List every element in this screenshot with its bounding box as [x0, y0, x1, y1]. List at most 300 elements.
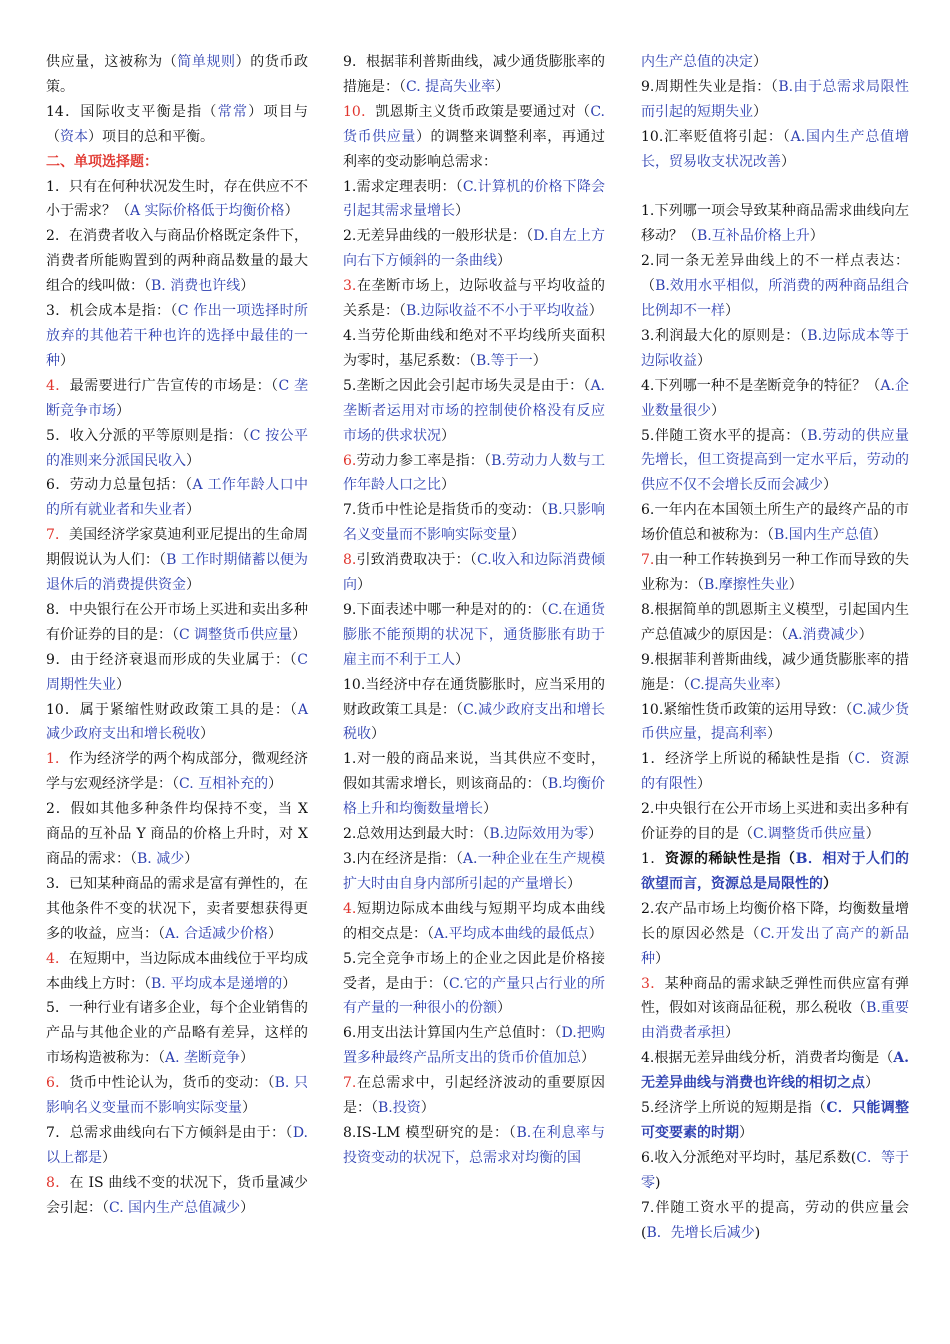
question-text-tail: ）: [240, 1199, 255, 1216]
question-item: [46, 1121, 308, 1171]
answer-text: B.由于总需求局限性而引起的短期失业: [641, 78, 910, 120]
question-number: 1．: [641, 850, 665, 867]
question-item: [641, 249, 909, 324]
answer-text: B. 只影响名义变量而不影响实际变量: [46, 1075, 308, 1117]
question-text: 垄断之因此会引起市场失灵是由于：（: [356, 377, 591, 394]
question-text-tail: ）: [371, 726, 385, 743]
question-text-tail: ）: [102, 1149, 116, 1166]
answer-text: C.开发出了高产的新品种: [641, 925, 909, 967]
question-number: 2．: [46, 228, 70, 245]
question-number: 5.: [343, 377, 357, 394]
question-number: 9.: [343, 601, 357, 618]
question-number: 1.: [343, 178, 357, 195]
answer-text: C. 提高失业率: [406, 78, 496, 95]
answer-text: B.边际收益不不小于平均收益: [406, 303, 589, 320]
question-text: 某种商品的需求缺乏弹性而供应富有弹性，假如对该商品征税，那么税收（: [641, 975, 909, 1017]
question-item: [641, 747, 909, 797]
question-item: [641, 498, 909, 548]
question-item: [641, 75, 909, 125]
question-number: 4.: [641, 1050, 655, 1067]
question-item: [641, 199, 909, 249]
question-text-tail: ）项目的总和平衡。: [88, 128, 214, 145]
question-text-tail: ）: [823, 875, 837, 892]
question-text-tail: ）: [781, 153, 795, 170]
question-number: 6.: [343, 452, 357, 469]
question-text-tail: ）: [497, 253, 511, 270]
question-text-tail: ）: [865, 1075, 879, 1092]
column-right: [641, 50, 909, 1245]
answer-text: C．资源的有限性: [641, 751, 909, 793]
question-text: 属于紧缩性财政政策工具的是：（: [79, 701, 298, 718]
question-number: 10．: [46, 701, 80, 718]
question-number: 2.: [641, 801, 655, 818]
question-item: [641, 897, 909, 972]
question-text: 由于经济衰退而形成的失业属于：（: [70, 651, 298, 668]
question-number: 10.: [343, 676, 366, 693]
question-text-tail: ）: [511, 527, 525, 544]
question-text: 经济学上所说的短期是指（: [654, 1100, 827, 1117]
question-number: 7.: [641, 552, 655, 569]
question-text-tail: ）: [240, 1050, 255, 1067]
question-number: 6.: [343, 1025, 357, 1042]
question-text-tail: ）: [788, 577, 803, 594]
question-text-tail: ）: [588, 303, 603, 320]
question-text: 根据菲利普斯曲线，减少通货膨胀率的措施是：（: [641, 651, 909, 693]
question-text: 凯恩斯主义货币政策是要通过对（: [375, 103, 591, 120]
question-number: 6.: [641, 1149, 655, 1166]
question-text-tail: ）: [184, 851, 199, 867]
question-text: 用支出法计算国内生产总值时：（: [356, 1025, 562, 1042]
question-text-tail: ）: [697, 352, 711, 369]
answer-text: B. 平均成本是递增的: [151, 975, 283, 992]
answer-text: C.它的产量只占行业的所有产量的一种很小的份额: [343, 975, 606, 1017]
answer-text: A.无差异曲线与消费也许线的相切之点: [641, 1050, 909, 1092]
question-number: 7．: [46, 527, 70, 544]
question-text-tail: ）: [441, 477, 455, 494]
answer-text: C.收入和边际消费倾向: [343, 552, 605, 594]
answer-text: A 工作年龄人口中的所有就业者和失业者: [46, 477, 308, 519]
question-text-tail: ）: [823, 477, 837, 494]
question-text-tail: ）: [495, 78, 510, 95]
answer-text: C 垄断竞争市场: [46, 377, 308, 419]
question-text: 需求定理表明：（: [356, 178, 463, 195]
question-item: [641, 548, 909, 598]
answer-text: C. 互相补充的: [179, 776, 269, 793]
question-number: 5．: [46, 427, 70, 444]
question-number: 8．: [46, 601, 70, 618]
question-number: 3.: [343, 278, 357, 295]
question-number: 7.: [343, 502, 357, 519]
answer-text: B.只影响名义变量而不影响实际变量: [343, 502, 606, 544]
question-number: 8.: [343, 1124, 357, 1141]
question-text: 供应量，这被称为（: [46, 54, 178, 70]
question-number: 10.: [641, 701, 664, 718]
question-text: 根据无差异曲线分析，消费者均衡是（: [654, 1050, 894, 1067]
question-text-tail: ）: [292, 626, 307, 643]
question-text: 伴随工资水平的提高：（: [654, 427, 808, 444]
question-text: 总效用达到最大时：（: [356, 826, 490, 843]
question-text-tail: ）: [858, 626, 873, 643]
answer-text: C．等于零: [641, 1149, 909, 1191]
question-text: 在 IS 曲线不变的状况下，货币量减少会引起：（: [46, 1174, 308, 1216]
question-text: 美国经济学家莫迪利亚尼提出的生命周期假说认为人们：（: [46, 527, 308, 569]
question-number: 6．: [46, 477, 70, 494]
question-text: IS-LM 模型研究的是：（: [356, 1124, 517, 1141]
question-number: 5.: [641, 1100, 655, 1117]
answer-text: D.自左上方向右下方倾斜的一条曲线: [343, 228, 606, 270]
question-item: [343, 1071, 605, 1121]
question-item: [343, 1121, 605, 1171]
answer-text: C.在通货膨胀不能预期的状况下，通货膨胀有助于雇主而不利于工人: [343, 601, 606, 668]
question-text-tail: ）: [441, 427, 455, 444]
answer-text: C. 货币供应量: [343, 103, 605, 145]
answer-text: B.在利息率与投资变动的状况下，总需求对均衡的国: [343, 1124, 605, 1166]
question-text: 利润最大化的原则是：（: [654, 327, 808, 344]
question-text-tail: ): [754, 1224, 761, 1241]
question-number: 5.: [343, 950, 357, 967]
answer-text: A.平均成本曲线的最低点: [434, 925, 589, 942]
question-text-tail: ）: [60, 352, 74, 369]
question-item: [641, 1146, 909, 1196]
question-item: [343, 822, 605, 847]
question-text-tail: ）项目与（: [46, 103, 309, 145]
question-text: 当劳伦斯曲线和绝对不平均线所夹面积为零时，基尼系数：（: [343, 327, 605, 369]
question-item: [46, 50, 308, 100]
question-item: [343, 548, 605, 598]
question-text-tail: ）: [774, 676, 789, 693]
question-item: [641, 50, 909, 75]
question-item: [641, 1096, 909, 1146]
question-text-tail: ）: [711, 402, 725, 419]
question-text: 在总需求中，引起经济波动的重要原因是：（: [343, 1075, 605, 1117]
question-text: 假如其他多种条件均保持不变，当 X 商品的互补品 Y 商品的价格上升时，对 X 商品的需求：（: [46, 801, 308, 867]
question-item: [641, 847, 909, 897]
answer-text: A 实际价格低于均衡价格: [130, 203, 285, 220]
answer-text: B.互补品价格上升: [697, 228, 810, 245]
question-text-tail: ）: [357, 577, 371, 594]
answer-text: C.调整货币供应量: [753, 826, 866, 843]
question-text: 对一般的商品来说，当其供应不变时，假如其需求增长，则该商品的：（: [343, 751, 605, 793]
question-number: 8.: [641, 601, 655, 618]
question-item: [641, 1046, 909, 1096]
question-item: [46, 996, 308, 1071]
question-number: 10.: [641, 128, 664, 145]
question-number: 1.: [641, 203, 655, 220]
question-item: [641, 797, 909, 847]
question-number: 1．: [641, 751, 666, 768]
question-text-tail: ）: [872, 527, 887, 544]
question-item: [343, 897, 605, 947]
question-text: 收入分派的平等原则是指：（: [69, 427, 250, 444]
answer-text: C.提高失业率: [690, 676, 775, 693]
question-item: [46, 648, 308, 698]
answer-text: C.计算机的价格下降会引起其需求量增长: [343, 178, 605, 220]
question-text-tail: ）: [655, 950, 669, 967]
question-item: [641, 1196, 909, 1246]
answer-text: A. 垄断竞争: [165, 1050, 241, 1067]
answer-text: B．先增长后减少: [646, 1224, 755, 1241]
question-text: 劳动力总量包括：（: [69, 477, 193, 494]
question-text-tail: ）: [753, 103, 767, 120]
question-text: 一种行业有诸多企业，每个企业销售的产品与其他企业的产品略有差异，这样的市场构造被称为：（: [46, 1000, 308, 1067]
answer-text: B.摩擦性失业: [704, 577, 789, 594]
question-number: 9．: [343, 54, 367, 70]
question-number: 9.: [641, 651, 655, 668]
question-text-tail: ）: [581, 1050, 595, 1067]
question-number: 1.: [343, 751, 357, 768]
question-item: [343, 100, 605, 175]
question-item: [46, 947, 308, 997]
answer-text: C.减少政府支出和增长税收: [343, 701, 605, 743]
answer-text: B 工作时期储蓄以便为退休后的消费提供资金: [46, 552, 308, 594]
question-text-tail: ）: [268, 776, 283, 793]
question-text-tail: ）: [268, 925, 283, 942]
question-text: 一年内在本国领土所生产的最终产品的市场价值总和被称为：（: [641, 502, 909, 544]
answer-text: 常常: [217, 103, 249, 120]
question-item: [46, 473, 308, 523]
question-text: 由一种工作转换到另一种工作而导致的失业称为：（: [641, 552, 909, 594]
question-text-tail: ）: [739, 1124, 753, 1141]
answer-text: C. 国内生产总值减少: [109, 1199, 241, 1216]
question-number: 7.: [641, 1199, 655, 1216]
question-item: [46, 1171, 308, 1221]
question-text-tail: ）: [697, 776, 711, 793]
question-text-tail: ）: [186, 577, 200, 594]
question-text-tail: ）: [725, 1025, 739, 1042]
question-item: [343, 847, 605, 897]
answer-text: C 周期性失业: [46, 651, 308, 693]
question-number: 5．: [46, 1000, 70, 1017]
question-item: [46, 747, 308, 797]
question-text: 根据菲利普斯曲线，减少通货膨胀率的措施是：（: [343, 54, 605, 95]
question-text: 紧缩性货币政策的运用导致：（: [663, 701, 853, 718]
answer-text: B.投资: [378, 1100, 421, 1117]
question-text: 下面表述中哪一种是对的的：（: [356, 601, 548, 618]
question-text-tail: ）: [242, 1100, 256, 1117]
question-text-tail: ）: [282, 975, 297, 992]
answer-text: C 作出一项选择时所放弃的其他若干种也许的选择中最佳的一种: [46, 303, 308, 369]
question-item: [343, 598, 605, 673]
question-item: [641, 598, 909, 648]
answer-text: A. 合适减少价格: [165, 925, 269, 942]
question-item: [46, 598, 308, 648]
answer-text: A.一种企业在生产规模扩大时由自身内部所引起的产量增长: [343, 851, 606, 892]
question-item: [343, 175, 605, 225]
question-text: 完全竞争市场上的企业之因此是价格接受者，是由于：（: [343, 950, 605, 992]
answer-text: B.国内生产总值: [774, 527, 873, 544]
question-item: [46, 698, 308, 748]
question-text: 农产品市场上均衡价格下降，均衡数量增长的原因必然是（: [641, 900, 909, 942]
answer-text: A.企业数量很少: [641, 377, 910, 419]
question-text-tail: ）: [116, 402, 130, 419]
question-text-tail: ）: [567, 875, 581, 892]
answer-text: B.等于一: [476, 352, 533, 369]
answer-text: B.劳动的供应量先增长，但工资提高到一定水平后，劳动的供应不仅不会增长反而会减少: [641, 427, 909, 494]
question-text: 伴随工资水平的提高，劳动的供应量会(: [641, 1199, 909, 1241]
question-item: [641, 648, 909, 698]
question-text: 无差异曲线的一般形状是：（: [356, 228, 534, 245]
answer-text: 内生产总值的决定: [641, 54, 753, 70]
question-text-tail: ）: [455, 651, 469, 668]
question-text: 短期边际成本曲线与短期平均成本曲线的相交点是：（: [343, 900, 605, 942]
question-number: 3．: [46, 303, 70, 320]
column-middle: [343, 50, 605, 1171]
question-item: [343, 374, 605, 449]
question-text-tail: ）: [532, 352, 547, 369]
question-number: 4.: [343, 900, 357, 917]
question-text-tail: ）: [753, 54, 767, 70]
answer-text: B.效用水平相似，所消费的两种商品组合比例却不一样: [641, 278, 909, 320]
answer-text: B.边际效用为零: [489, 826, 589, 843]
question-text-tail: ）: [420, 1100, 435, 1117]
question-number: 6.: [641, 502, 655, 519]
question-item: [641, 324, 909, 374]
question-text: 当经济中存在通货膨胀时，应当采用的财政政策工具是：（: [343, 676, 605, 718]
question-text: 下列哪一种不是垄断竞争的特征？（: [654, 377, 881, 394]
question-text: 收入分派绝对平均时，基尼系数(: [654, 1149, 857, 1166]
question-item: [641, 424, 909, 499]
question-text-tail: ）: [767, 726, 781, 743]
question-item: [46, 424, 308, 474]
question-number: 2.: [641, 900, 655, 917]
question-text: 同一条无差异曲线上的不一样点表达：（: [641, 253, 909, 295]
answer-text: A.消费减少: [788, 626, 859, 643]
answer-text: B.劳动力人数与工作年龄人口之比: [343, 452, 606, 494]
question-item: [46, 374, 308, 424]
question-item: [641, 374, 909, 424]
question-number: 6．: [46, 1075, 70, 1092]
question-text-tail: ）: [116, 676, 130, 693]
section-heading-text: 二、单项选择题：: [46, 153, 158, 170]
question-item: [46, 797, 308, 872]
question-text: 国际收支平衡是指（: [80, 103, 218, 120]
question-item: [343, 449, 605, 499]
question-number: 3．: [46, 875, 70, 892]
question-text: 作为经济学的两个构成部分，微观经济学与宏观经济学是：（: [46, 751, 308, 793]
question-item: [46, 224, 308, 299]
question-text: 总需求曲线向右下方倾斜是由于：（: [69, 1124, 293, 1141]
question-item: [46, 100, 308, 150]
question-number: 3.: [343, 851, 357, 867]
answer-text: B．相对于人们的欲望而言，资源总是局限性的: [641, 850, 909, 892]
question-text-tail: ）: [186, 452, 200, 469]
question-item: [343, 324, 605, 374]
question-number: 2．: [46, 801, 71, 818]
question-number: 2.: [641, 253, 655, 270]
question-number: 1．: [46, 178, 70, 195]
question-text: 引致消费取决于：（: [356, 552, 478, 569]
blank-line: [641, 175, 909, 200]
question-number: 8.: [343, 552, 357, 569]
question-text: 在消费者收入与商品价格既定条件下，消费者所能购置到的两种商品数量的最大组合的线叫做：（: [46, 228, 308, 295]
question-number: 5.: [641, 427, 655, 444]
answer-text: A 减少政府支出和增长税收: [46, 701, 308, 743]
question-number: 4.: [641, 377, 655, 394]
question-text-tail: ）: [725, 303, 739, 320]
question-number: 3.: [641, 327, 655, 344]
question-number: 4．: [46, 950, 70, 967]
answer-text: D. 以上都是: [46, 1124, 308, 1166]
answer-text: C．只能调整可变要素的时期: [641, 1100, 909, 1141]
question-text-tail: ）: [588, 925, 603, 942]
answer-text: B.均衡价格上升和均衡数量增长: [343, 776, 605, 818]
answer-text: B.边际成本等于边际收益: [641, 327, 909, 369]
question-text: 货币中性论认为，货币的变动：（: [69, 1075, 275, 1092]
question-text: 汇率贬值将引起：（: [663, 128, 791, 145]
question-text-tail: ）: [284, 203, 299, 220]
answer-text: B. 消费也许线: [151, 278, 241, 295]
question-number: 8．: [46, 1174, 70, 1191]
question-number: 2.: [343, 228, 357, 245]
question-number: 1．: [46, 751, 70, 768]
question-text-tail: ）: [200, 726, 214, 743]
column-left: [46, 50, 308, 1221]
question-number: 14．: [46, 103, 81, 120]
question-number: 9．: [46, 651, 71, 668]
answer-text: C 调整货币供应量: [179, 626, 293, 643]
question-number: 4.: [343, 327, 357, 344]
question-text: 中央银行在公开市场上买进和卖出多种有价证券的目的是：（: [46, 601, 308, 643]
question-item: [641, 125, 909, 175]
question-text: 在短期中，当边际成本曲线位于平均成本曲线上方时：（: [46, 950, 308, 992]
question-text: 内在经济是指：（: [356, 851, 463, 867]
question-text-tail: ）: [497, 1000, 511, 1017]
question-item: [641, 972, 909, 1047]
question-text-tail: ）: [809, 228, 824, 245]
answer-text: B. 减少: [137, 851, 185, 867]
question-item: [343, 274, 605, 324]
question-text-tail: ）: [455, 203, 469, 220]
question-text: 机会成本是指：（: [69, 303, 178, 320]
question-text: 最需要进行广告宣传的市场是：（: [69, 377, 279, 394]
question-item: [343, 50, 605, 100]
question-text: 劳动力参工率是指：（: [356, 452, 492, 469]
question-text: 在垄断市场上，边际收益与平均收益的关系是：（: [343, 278, 605, 320]
question-item: [46, 1071, 308, 1121]
question-text-tail: ）: [186, 502, 200, 519]
answer-text: A.国内生产总值增长，贸易收支状况改善: [641, 128, 910, 170]
answer-text: 资本: [60, 128, 88, 145]
question-text-tail: ）: [483, 801, 497, 818]
question-number: 3．: [641, 975, 665, 992]
question-item: [46, 872, 308, 947]
question-item: [46, 299, 308, 374]
question-text: 周期性失业是指：（: [654, 78, 779, 95]
answer-text: B.重要由消费者承担: [641, 1000, 910, 1042]
answer-text: D.把购置多种最终产品所支出的货币价值加总: [343, 1025, 605, 1067]
answer-text: A.垄断者运用对市场的控制使价格没有反应市场的供求状况: [343, 377, 605, 444]
question-text-tail: ): [655, 1174, 661, 1191]
question-number: 7．: [46, 1124, 70, 1141]
question-text-tail: ）: [240, 278, 255, 295]
question-text-tail: ）: [588, 826, 603, 843]
question-number: 9.: [641, 78, 655, 95]
question-number: 2.: [343, 826, 357, 843]
question-text: 下列哪一项会导致某种商品需求曲线向左移动？（: [641, 203, 909, 245]
question-text-tail: ）: [865, 826, 880, 843]
question-text-tail: ）的调整来调整利率，再通过利率的变动影响总需求：: [343, 128, 606, 170]
question-text-tail: ）的货币政策。: [46, 54, 309, 95]
question-text: 货币中性论是指货币的变动：（: [356, 502, 548, 519]
question-item: [46, 523, 308, 598]
answer-text: C.减少货币供应量，提高利率: [641, 701, 910, 743]
question-number: 10．: [343, 103, 376, 120]
question-item: [343, 224, 605, 274]
question-number: 4．: [46, 377, 70, 394]
question-text: 经济学上所说的稀缺性是指（: [665, 751, 855, 768]
question-item: [343, 673, 605, 748]
question-item: [343, 1021, 605, 1071]
